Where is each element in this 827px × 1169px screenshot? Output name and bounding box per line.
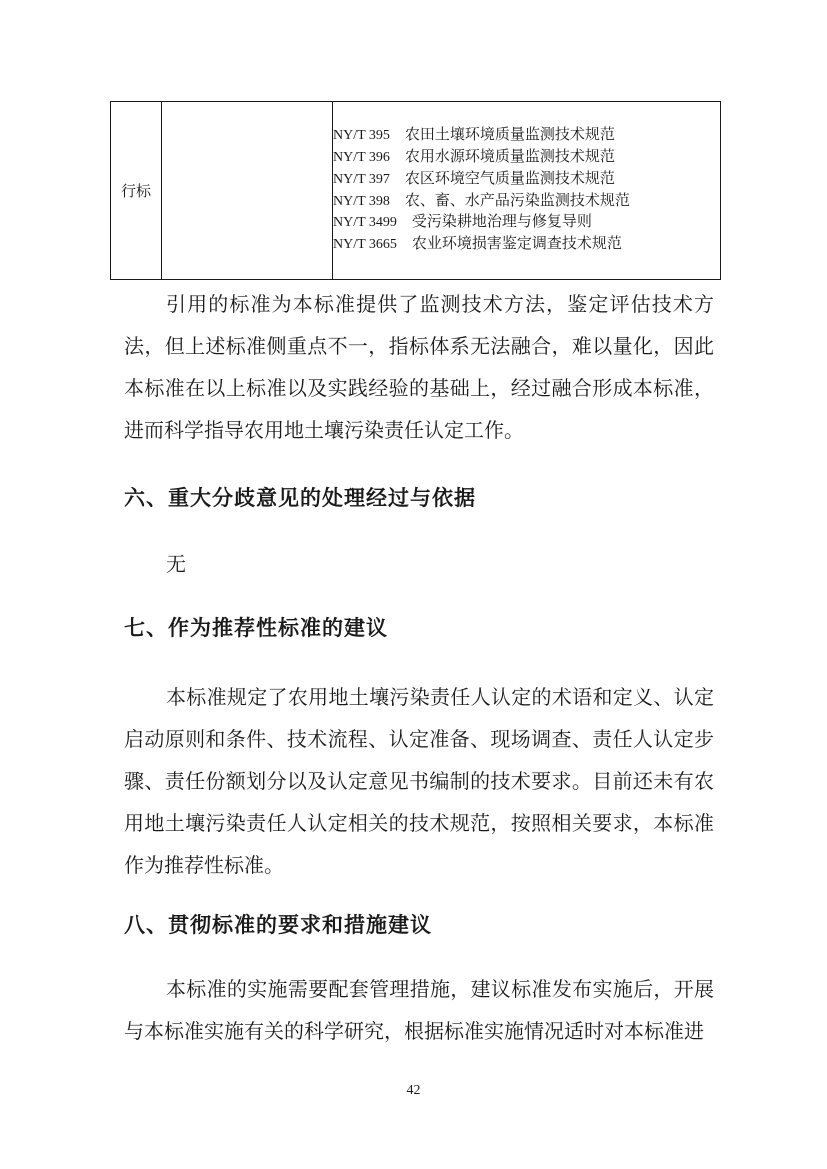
- standard-title: 受污染耕地治理与修复导则: [411, 214, 592, 231]
- table-row: [111, 102, 721, 280]
- standard-title: 农、畜、水产品污染监测技术规范: [404, 192, 630, 209]
- standard-title: 农田土壤环境质量监测技术规范: [404, 127, 615, 144]
- standards-cell: [333, 102, 721, 280]
- standard-title: 农业环境损害鉴定调查技术规范: [411, 235, 622, 252]
- row-label: 行标: [120, 184, 151, 200]
- section-heading-6: 六、重大分歧意见的处理经过与依据: [124, 486, 476, 510]
- standard-entry: [333, 234, 720, 256]
- standard-code: NY/T 3665: [333, 236, 397, 252]
- standard-title: 农用水源环境质量监测技术规范: [404, 149, 615, 166]
- row-label-cell: [111, 102, 162, 280]
- section-6-body: 无: [166, 554, 186, 576]
- section-7-body: 本标准规定了农用地土壤污染责任人认定的术语和定义、认定启动原则和条件、技术流程、认定准备、现场调查、责任人认定步骤、责任份额划分以及认定意见书编制的技术要求。目前还未有农用地土壤污染责任人认定相关的技术规范，按照相关要求，本标准作为推荐性标准。: [124, 687, 714, 877]
- standards-reference-table: [110, 101, 721, 280]
- standard-entry: [333, 191, 720, 213]
- page-number: 42: [406, 1083, 421, 1098]
- standard-code: NY/T 396: [333, 150, 390, 166]
- standard-entry: [333, 169, 720, 191]
- standard-entry: [333, 147, 720, 169]
- standard-code: NY/T 397: [333, 171, 390, 187]
- standard-code: NY/T 398: [333, 193, 390, 209]
- section-8-body: 本标准的实施需要配套管理措施，建议标准发布实施后，开展与本标准实施有关的科学研究，根据标准实施情况适时对本标准进: [124, 979, 714, 1043]
- section-heading-7: 七、作为推荐性标准的建议: [124, 616, 388, 640]
- standard-code: NY/T 3499: [333, 215, 397, 231]
- standard-entry: [333, 212, 720, 234]
- standard-code: NY/T 395: [333, 128, 390, 144]
- standard-entry: [333, 125, 720, 147]
- empty-cell: [162, 102, 333, 280]
- standard-title: 农区环境空气质量监测技术规范: [404, 170, 615, 187]
- section-heading-8: 八、贯彻标准的要求和措施建议: [124, 913, 432, 937]
- paragraph-intro: 引用的标准为本标准提供了监测技术方法，鉴定评估技术方法，但上述标准侧重点不一，指标体系无法融合，难以量化，因此本标准在以上标准以及实践经验的基础上，经过融合形成本标准，进而科学指导农用地土壤污染责任认定工作。: [124, 294, 714, 442]
